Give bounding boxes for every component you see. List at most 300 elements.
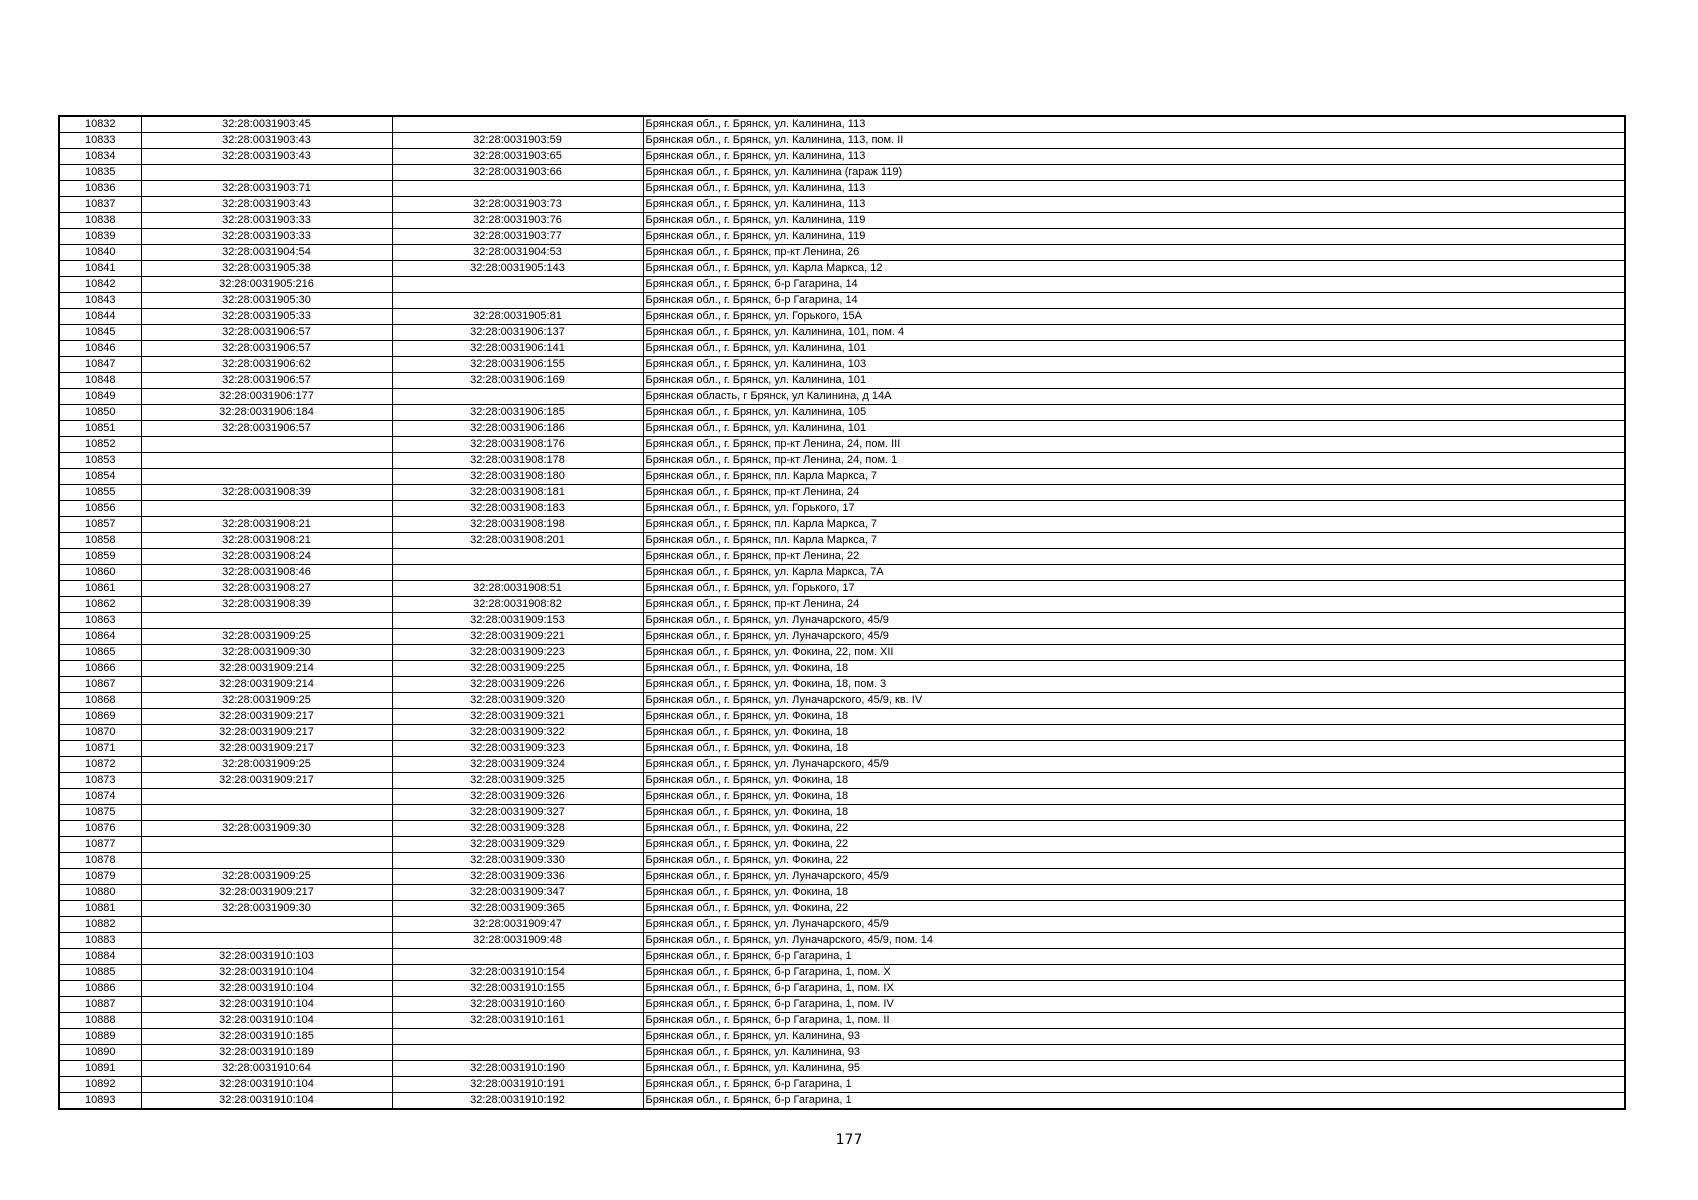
- parent-cadastral-cell: 32:28:0031905:33: [141, 309, 392, 325]
- table-row: [59, 261, 1625, 277]
- address-cell: Брянская обл., г. Брянск, пр-кт Ленина, 22: [643, 549, 1625, 565]
- table-row: [59, 885, 1625, 901]
- address-cell: Брянская обл., г. Брянск, ул. Фокина, 18: [643, 709, 1625, 725]
- cadastral-number-cell: 32:28:0031903:66: [392, 165, 643, 181]
- address-cell: Брянская обл., г. Брянск, ул. Луначарского, 45/9: [643, 613, 1625, 629]
- table-row: [59, 629, 1625, 645]
- row-number-cell: 10879: [59, 869, 141, 885]
- address-cell: Брянская обл., г. Брянск, ул. Калинина, 95: [643, 1061, 1625, 1077]
- parent-cadastral-cell: 32:28:0031909:30: [141, 901, 392, 917]
- address-cell: Брянская обл., г. Брянск, б-р Гагарина, 1, пом. IX: [643, 981, 1625, 997]
- address-cell: Брянская обл., г. Брянск, ул. Горького, 17: [643, 581, 1625, 597]
- row-number-cell: 10843: [59, 293, 141, 309]
- table-row: [59, 805, 1625, 821]
- parent-cadastral-cell: 32:28:0031906:57: [141, 373, 392, 389]
- address-cell: Брянская обл., г. Брянск, ул. Фокина, 22: [643, 821, 1625, 837]
- row-number-cell: 10888: [59, 1013, 141, 1029]
- parent-cadastral-cell: 32:28:0031909:214: [141, 661, 392, 677]
- cadastral-number-cell: 32:28:0031909:322: [392, 725, 643, 741]
- table-row: [59, 389, 1625, 405]
- cadastral-number-cell: 32:28:0031908:198: [392, 517, 643, 533]
- table-row: [59, 245, 1625, 261]
- row-number-cell: 10878: [59, 853, 141, 869]
- cadastral-number-cell: 32:28:0031908:183: [392, 501, 643, 517]
- parent-cadastral-cell: 32:28:0031903:71: [141, 181, 392, 197]
- row-number-cell: 10868: [59, 693, 141, 709]
- cadastral-number-cell: 32:28:0031909:325: [392, 773, 643, 789]
- parent-cadastral-cell: 32:28:0031910:104: [141, 997, 392, 1013]
- cadastral-number-cell: [392, 181, 643, 197]
- address-cell: Брянская обл., г. Брянск, пр-кт Ленина, 24, пом. III: [643, 437, 1625, 453]
- row-number-cell: 10876: [59, 821, 141, 837]
- address-cell: Брянская обл., г. Брянск, ул. Фокина, 22, пом. XII: [643, 645, 1625, 661]
- table-row: [59, 917, 1625, 933]
- parent-cadastral-cell: 32:28:0031905:38: [141, 261, 392, 277]
- parent-cadastral-cell: [141, 165, 392, 181]
- table-row: [59, 309, 1625, 325]
- parent-cadastral-cell: 32:28:0031909:25: [141, 693, 392, 709]
- row-number-cell: 10852: [59, 437, 141, 453]
- row-number-cell: 10855: [59, 485, 141, 501]
- row-number-cell: 10842: [59, 277, 141, 293]
- address-cell: Брянская обл., г. Брянск, пл. Карла Маркса, 7: [643, 533, 1625, 549]
- row-number-cell: 10892: [59, 1077, 141, 1093]
- table-row: [59, 773, 1625, 789]
- row-number-cell: 10872: [59, 757, 141, 773]
- parent-cadastral-cell: 32:28:0031908:46: [141, 565, 392, 581]
- row-number-cell: 10885: [59, 965, 141, 981]
- cadastral-number-cell: 32:28:0031908:176: [392, 437, 643, 453]
- row-number-cell: 10864: [59, 629, 141, 645]
- table-row: [59, 437, 1625, 453]
- address-cell: Брянская обл., г. Брянск, б-р Гагарина, 1, пом. X: [643, 965, 1625, 981]
- table-row: [59, 725, 1625, 741]
- address-cell: Брянская обл., г. Брянск, ул. Калинина, 113: [643, 149, 1625, 165]
- parent-cadastral-cell: 32:28:0031906:57: [141, 421, 392, 437]
- table-row: [59, 357, 1625, 373]
- row-number-cell: 10889: [59, 1029, 141, 1045]
- row-number-cell: 10875: [59, 805, 141, 821]
- row-number-cell: 10877: [59, 837, 141, 853]
- parent-cadastral-cell: 32:28:0031909:30: [141, 645, 392, 661]
- table-row: [59, 1045, 1625, 1061]
- table-row: [59, 181, 1625, 197]
- cadastral-number-cell: [392, 949, 643, 965]
- table-row: [59, 565, 1625, 581]
- parent-cadastral-cell: 32:28:0031903:45: [141, 116, 392, 133]
- cadastral-number-cell: 32:28:0031909:328: [392, 821, 643, 837]
- parent-cadastral-cell: 32:28:0031909:25: [141, 869, 392, 885]
- row-number-cell: 10860: [59, 565, 141, 581]
- table-row: [59, 645, 1625, 661]
- table-row: [59, 517, 1625, 533]
- cadastral-number-cell: 32:28:0031909:329: [392, 837, 643, 853]
- cadastral-number-cell: 32:28:0031903:77: [392, 229, 643, 245]
- address-cell: Брянская обл., г. Брянск, б-р Гагарина, 1: [643, 1093, 1625, 1110]
- address-cell: Брянская область, г Брянск, ул Калинина, д 14А: [643, 389, 1625, 405]
- table-row: [59, 997, 1625, 1013]
- parent-cadastral-cell: [141, 933, 392, 949]
- address-cell: Брянская обл., г. Брянск, б-р Гагарина, 14: [643, 277, 1625, 293]
- cadastral-number-cell: 32:28:0031909:48: [392, 933, 643, 949]
- address-cell: Брянская обл., г. Брянск, ул. Карла Маркса, 7А: [643, 565, 1625, 581]
- cadastral-number-cell: 32:28:0031908:201: [392, 533, 643, 549]
- row-number-cell: 10865: [59, 645, 141, 661]
- row-number-cell: 10861: [59, 581, 141, 597]
- parent-cadastral-cell: 32:28:0031904:54: [141, 245, 392, 261]
- table-row: [59, 1013, 1625, 1029]
- cadastral-number-cell: 32:28:0031903:76: [392, 213, 643, 229]
- table-row: [59, 757, 1625, 773]
- parent-cadastral-cell: 32:28:0031909:217: [141, 773, 392, 789]
- address-cell: Брянская обл., г. Брянск, ул. Луначарского, 45/9: [643, 629, 1625, 645]
- parent-cadastral-cell: 32:28:0031903:43: [141, 133, 392, 149]
- table-row: [59, 277, 1625, 293]
- row-number-cell: 10839: [59, 229, 141, 245]
- address-cell: Брянская обл., г. Брянск, ул. Фокина, 22: [643, 901, 1625, 917]
- row-number-cell: 10866: [59, 661, 141, 677]
- cadastral-number-cell: 32:28:0031910:190: [392, 1061, 643, 1077]
- table-row: [59, 485, 1625, 501]
- address-cell: Брянская обл., г. Брянск, ул. Луначарского, 45/9: [643, 757, 1625, 773]
- cadastral-number-cell: 32:28:0031906:137: [392, 325, 643, 341]
- page-number: 177: [835, 1132, 863, 1148]
- address-cell: Брянская обл., г. Брянск, ул. Калинина, 101: [643, 421, 1625, 437]
- address-cell: Брянская обл., г. Брянск, ул. Фокина, 18: [643, 885, 1625, 901]
- parent-cadastral-cell: 32:28:0031906:57: [141, 341, 392, 357]
- table-row: [59, 661, 1625, 677]
- cadastral-number-cell: 32:28:0031909:330: [392, 853, 643, 869]
- row-number-cell: 10881: [59, 901, 141, 917]
- cadastral-number-cell: 32:28:0031908:51: [392, 581, 643, 597]
- cadastral-number-cell: 32:28:0031903:59: [392, 133, 643, 149]
- cadastral-number-cell: 32:28:0031909:327: [392, 805, 643, 821]
- address-cell: Брянская обл., г. Брянск, ул. Фокина, 18, пом. 3: [643, 677, 1625, 693]
- parent-cadastral-cell: 32:28:0031910:104: [141, 1077, 392, 1093]
- address-cell: Брянская обл., г. Брянск, ул. Фокина, 18: [643, 789, 1625, 805]
- table-row: [59, 613, 1625, 629]
- cadastral-number-cell: [392, 277, 643, 293]
- row-number-cell: 10850: [59, 405, 141, 421]
- address-cell: Брянская обл., г. Брянск, ул. Калинина, 93: [643, 1029, 1625, 1045]
- parent-cadastral-cell: [141, 453, 392, 469]
- cadastral-number-cell: 32:28:0031909:221: [392, 629, 643, 645]
- address-cell: Брянская обл., г. Брянск, пл. Карла Маркса, 7: [643, 517, 1625, 533]
- cadastral-number-cell: 32:28:0031909:47: [392, 917, 643, 933]
- cadastral-number-cell: 32:28:0031905:81: [392, 309, 643, 325]
- table-row: [59, 981, 1625, 997]
- row-number-cell: 10837: [59, 197, 141, 213]
- address-cell: Брянская обл., г. Брянск, ул. Калинина, 119: [643, 229, 1625, 245]
- address-cell: Брянская обл., г. Брянск, пл. Карла Маркса, 7: [643, 469, 1625, 485]
- address-cell: Брянская обл., г. Брянск, ул. Калинина, 101, пом. 4: [643, 325, 1625, 341]
- cadastral-number-cell: 32:28:0031906:185: [392, 405, 643, 421]
- parent-cadastral-cell: 32:28:0031908:39: [141, 485, 392, 501]
- cadastral-number-cell: 32:28:0031909:323: [392, 741, 643, 757]
- address-cell: Брянская обл., г. Брянск, пр-кт Ленина, 26: [643, 245, 1625, 261]
- table-row: [59, 341, 1625, 357]
- table-row: [59, 1077, 1625, 1093]
- address-cell: Брянская обл., г. Брянск, ул. Фокина, 22: [643, 853, 1625, 869]
- row-number-cell: 10859: [59, 549, 141, 565]
- address-cell: Брянская обл., г. Брянск, ул. Калинина, 103: [643, 357, 1625, 373]
- parent-cadastral-cell: 32:28:0031910:104: [141, 1093, 392, 1110]
- parent-cadastral-cell: 32:28:0031908:21: [141, 517, 392, 533]
- parent-cadastral-cell: 32:28:0031903:43: [141, 197, 392, 213]
- address-cell: Брянская обл., г. Брянск, ул. Калинина, 93: [643, 1045, 1625, 1061]
- table-row: [59, 325, 1625, 341]
- row-number-cell: 10832: [59, 116, 141, 133]
- address-cell: Брянская обл., г. Брянск, ул. Горького, 17: [643, 501, 1625, 517]
- table-row: [59, 149, 1625, 165]
- table-row: [59, 1093, 1625, 1110]
- address-cell: Брянская обл., г. Брянск, ул. Фокина, 18: [643, 661, 1625, 677]
- parent-cadastral-cell: 32:28:0031908:24: [141, 549, 392, 565]
- row-number-cell: 10870: [59, 725, 141, 741]
- row-number-cell: 10854: [59, 469, 141, 485]
- address-cell: Брянская обл., г. Брянск, ул. Луначарского, 45/9, пом. 14: [643, 933, 1625, 949]
- row-number-cell: 10887: [59, 997, 141, 1013]
- parent-cadastral-cell: 32:28:0031910:185: [141, 1029, 392, 1045]
- table-row: [59, 869, 1625, 885]
- table-row: [59, 853, 1625, 869]
- address-cell: Брянская обл., г. Брянск, ул. Фокина, 18: [643, 741, 1625, 757]
- parent-cadastral-cell: 32:28:0031908:27: [141, 581, 392, 597]
- row-number-cell: 10858: [59, 533, 141, 549]
- table-row: [59, 533, 1625, 549]
- address-cell: Брянская обл., г. Брянск, ул. Калинина, 105: [643, 405, 1625, 421]
- row-number-cell: 10834: [59, 149, 141, 165]
- cadastral-number-cell: 32:28:0031910:154: [392, 965, 643, 981]
- row-number-cell: 10884: [59, 949, 141, 965]
- address-cell: Брянская обл., г. Брянск, б-р Гагарина, 1, пом. IV: [643, 997, 1625, 1013]
- table-row: [59, 837, 1625, 853]
- cadastral-number-cell: 32:28:0031909:225: [392, 661, 643, 677]
- row-number-cell: 10835: [59, 165, 141, 181]
- address-cell: Брянская обл., г. Брянск, пр-кт Ленина, 24: [643, 485, 1625, 501]
- table-row: [59, 789, 1625, 805]
- parent-cadastral-cell: [141, 501, 392, 517]
- cadastral-number-cell: 32:28:0031910:161: [392, 1013, 643, 1029]
- cadastral-number-cell: [392, 389, 643, 405]
- parent-cadastral-cell: 32:28:0031909:217: [141, 725, 392, 741]
- cadastral-number-cell: 32:28:0031903:65: [392, 149, 643, 165]
- row-number-cell: 10844: [59, 309, 141, 325]
- cadastral-number-cell: 32:28:0031905:143: [392, 261, 643, 277]
- cadastral-number-cell: 32:28:0031909:223: [392, 645, 643, 661]
- row-number-cell: 10867: [59, 677, 141, 693]
- parent-cadastral-cell: 32:28:0031910:64: [141, 1061, 392, 1077]
- cadastral-number-cell: 32:28:0031904:53: [392, 245, 643, 261]
- cadastral-number-cell: 32:28:0031909:324: [392, 757, 643, 773]
- table-row: [59, 421, 1625, 437]
- cadastral-number-cell: 32:28:0031908:178: [392, 453, 643, 469]
- table-row: [59, 549, 1625, 565]
- cadastral-number-cell: [392, 116, 643, 133]
- parent-cadastral-cell: 32:28:0031909:214: [141, 677, 392, 693]
- cadastral-number-cell: 32:28:0031909:336: [392, 869, 643, 885]
- table-row: [59, 693, 1625, 709]
- row-number-cell: 10863: [59, 613, 141, 629]
- cadastral-number-cell: 32:28:0031906:141: [392, 341, 643, 357]
- parent-cadastral-cell: 32:28:0031909:217: [141, 885, 392, 901]
- parent-cadastral-cell: [141, 469, 392, 485]
- row-number-cell: 10856: [59, 501, 141, 517]
- address-cell: Брянская обл., г. Брянск, б-р Гагарина, 14: [643, 293, 1625, 309]
- row-number-cell: 10873: [59, 773, 141, 789]
- row-number-cell: 10883: [59, 933, 141, 949]
- row-number-cell: 10871: [59, 741, 141, 757]
- row-number-cell: 10836: [59, 181, 141, 197]
- row-number-cell: 10882: [59, 917, 141, 933]
- row-number-cell: 10890: [59, 1045, 141, 1061]
- cadastral-number-cell: 32:28:0031908:181: [392, 485, 643, 501]
- table-row: [59, 453, 1625, 469]
- parent-cadastral-cell: [141, 853, 392, 869]
- table-row: [59, 197, 1625, 213]
- parent-cadastral-cell: 32:28:0031909:217: [141, 709, 392, 725]
- cadastral-number-cell: 32:28:0031910:155: [392, 981, 643, 997]
- row-number-cell: 10848: [59, 373, 141, 389]
- table-row: [59, 741, 1625, 757]
- cadastral-table: [58, 115, 1626, 1110]
- address-cell: Брянская обл., г. Брянск, пр-кт Ленина, 24, пом. 1: [643, 453, 1625, 469]
- parent-cadastral-cell: 32:28:0031905:30: [141, 293, 392, 309]
- address-cell: Брянская обл., г. Брянск, б-р Гагарина, 1: [643, 1077, 1625, 1093]
- table-row: [59, 373, 1625, 389]
- table-body: [59, 116, 1625, 1109]
- row-number-cell: 10847: [59, 357, 141, 373]
- address-cell: Брянская обл., г. Брянск, б-р Гагарина, 1, пом. II: [643, 1013, 1625, 1029]
- row-number-cell: 10853: [59, 453, 141, 469]
- row-number-cell: 10838: [59, 213, 141, 229]
- table-row: [59, 165, 1625, 181]
- row-number-cell: 10841: [59, 261, 141, 277]
- parent-cadastral-cell: 32:28:0031910:189: [141, 1045, 392, 1061]
- cadastral-number-cell: 32:28:0031906:169: [392, 373, 643, 389]
- table-row: [59, 133, 1625, 149]
- parent-cadastral-cell: 32:28:0031909:25: [141, 629, 392, 645]
- address-cell: Брянская обл., г. Брянск, ул. Карла Маркса, 12: [643, 261, 1625, 277]
- table-row: [59, 1061, 1625, 1077]
- row-number-cell: 10869: [59, 709, 141, 725]
- parent-cadastral-cell: 32:28:0031906:57: [141, 325, 392, 341]
- cadastral-number-cell: 32:28:0031909:320: [392, 693, 643, 709]
- address-cell: Брянская обл., г. Брянск, ул. Калинина, 113: [643, 197, 1625, 213]
- address-cell: Брянская обл., г. Брянск, ул. Фокина, 18: [643, 773, 1625, 789]
- address-cell: Брянская обл., г. Брянск, ул. Луначарского, 45/9: [643, 917, 1625, 933]
- address-cell: Брянская обл., г. Брянск, ул. Горького, 15А: [643, 309, 1625, 325]
- cadastral-number-cell: [392, 565, 643, 581]
- cadastral-number-cell: [392, 1045, 643, 1061]
- cadastral-number-cell: [392, 293, 643, 309]
- table-row: [59, 581, 1625, 597]
- row-number-cell: 10840: [59, 245, 141, 261]
- cadastral-number-cell: 32:28:0031909:365: [392, 901, 643, 917]
- row-number-cell: 10874: [59, 789, 141, 805]
- cadastral-number-cell: 32:28:0031909:226: [392, 677, 643, 693]
- address-cell: Брянская обл., г. Брянск, ул. Луначарского, 45/9, кв. IV: [643, 693, 1625, 709]
- parent-cadastral-cell: 32:28:0031910:103: [141, 949, 392, 965]
- parent-cadastral-cell: 32:28:0031909:25: [141, 757, 392, 773]
- address-cell: Брянская обл., г. Брянск, пр-кт Ленина, 24: [643, 597, 1625, 613]
- parent-cadastral-cell: 32:28:0031910:104: [141, 1013, 392, 1029]
- row-number-cell: 10886: [59, 981, 141, 997]
- address-cell: Брянская обл., г. Брянск, ул. Калинина, 113: [643, 181, 1625, 197]
- row-number-cell: 10846: [59, 341, 141, 357]
- parent-cadastral-cell: [141, 805, 392, 821]
- cadastral-number-cell: 32:28:0031906:186: [392, 421, 643, 437]
- parent-cadastral-cell: 32:28:0031910:104: [141, 965, 392, 981]
- table-row: [59, 293, 1625, 309]
- table-row: [59, 1029, 1625, 1045]
- row-number-cell: 10849: [59, 389, 141, 405]
- table-row: [59, 229, 1625, 245]
- address-cell: Брянская обл., г. Брянск, ул. Калинина, 113: [643, 116, 1625, 133]
- table-row: [59, 116, 1625, 133]
- address-cell: Брянская обл., г. Брянск, ул. Луначарского, 45/9: [643, 869, 1625, 885]
- row-number-cell: 10862: [59, 597, 141, 613]
- address-cell: Брянская обл., г. Брянск, ул. Калинина (гараж 119): [643, 165, 1625, 181]
- cadastral-number-cell: 32:28:0031910:191: [392, 1077, 643, 1093]
- table-row: [59, 405, 1625, 421]
- table-row: [59, 213, 1625, 229]
- parent-cadastral-cell: 32:28:0031908:39: [141, 597, 392, 613]
- row-number-cell: 10893: [59, 1093, 141, 1110]
- cadastral-number-cell: [392, 1029, 643, 1045]
- parent-cadastral-cell: 32:28:0031909:217: [141, 741, 392, 757]
- cadastral-number-cell: 32:28:0031910:160: [392, 997, 643, 1013]
- parent-cadastral-cell: 32:28:0031906:184: [141, 405, 392, 421]
- cadastral-number-cell: 32:28:0031908:180: [392, 469, 643, 485]
- parent-cadastral-cell: 32:28:0031906:62: [141, 357, 392, 373]
- row-number-cell: 10845: [59, 325, 141, 341]
- parent-cadastral-cell: 32:28:0031908:21: [141, 533, 392, 549]
- table-row: [59, 901, 1625, 917]
- parent-cadastral-cell: [141, 837, 392, 853]
- cadastral-number-cell: 32:28:0031909:153: [392, 613, 643, 629]
- row-number-cell: 10857: [59, 517, 141, 533]
- parent-cadastral-cell: [141, 613, 392, 629]
- cadastral-number-cell: 32:28:0031906:155: [392, 357, 643, 373]
- row-number-cell: 10880: [59, 885, 141, 901]
- table-row: [59, 709, 1625, 725]
- address-cell: Брянская обл., г. Брянск, ул. Калинина, 101: [643, 373, 1625, 389]
- parent-cadastral-cell: 32:28:0031905:216: [141, 277, 392, 293]
- cadastral-number-cell: 32:28:0031908:82: [392, 597, 643, 613]
- address-cell: Брянская обл., г. Брянск, ул. Фокина, 18: [643, 725, 1625, 741]
- table-row: [59, 597, 1625, 613]
- cadastral-number-cell: 32:28:0031909:321: [392, 709, 643, 725]
- cadastral-number-cell: [392, 549, 643, 565]
- table-row: [59, 677, 1625, 693]
- parent-cadastral-cell: 32:28:0031903:33: [141, 229, 392, 245]
- table-row: [59, 933, 1625, 949]
- table-row: [59, 965, 1625, 981]
- row-number-cell: 10891: [59, 1061, 141, 1077]
- parent-cadastral-cell: 32:28:0031906:177: [141, 389, 392, 405]
- table-row: [59, 821, 1625, 837]
- parent-cadastral-cell: 32:28:0031903:43: [141, 149, 392, 165]
- address-cell: Брянская обл., г. Брянск, ул. Калинина, 101: [643, 341, 1625, 357]
- row-number-cell: 10833: [59, 133, 141, 149]
- table-row: [59, 501, 1625, 517]
- address-cell: Брянская обл., г. Брянск, ул. Калинина, 119: [643, 213, 1625, 229]
- cadastral-number-cell: 32:28:0031909:326: [392, 789, 643, 805]
- address-cell: Брянская обл., г. Брянск, ул. Фокина, 18: [643, 805, 1625, 821]
- address-cell: Брянская обл., г. Брянск, ул. Фокина, 22: [643, 837, 1625, 853]
- table-row: [59, 469, 1625, 485]
